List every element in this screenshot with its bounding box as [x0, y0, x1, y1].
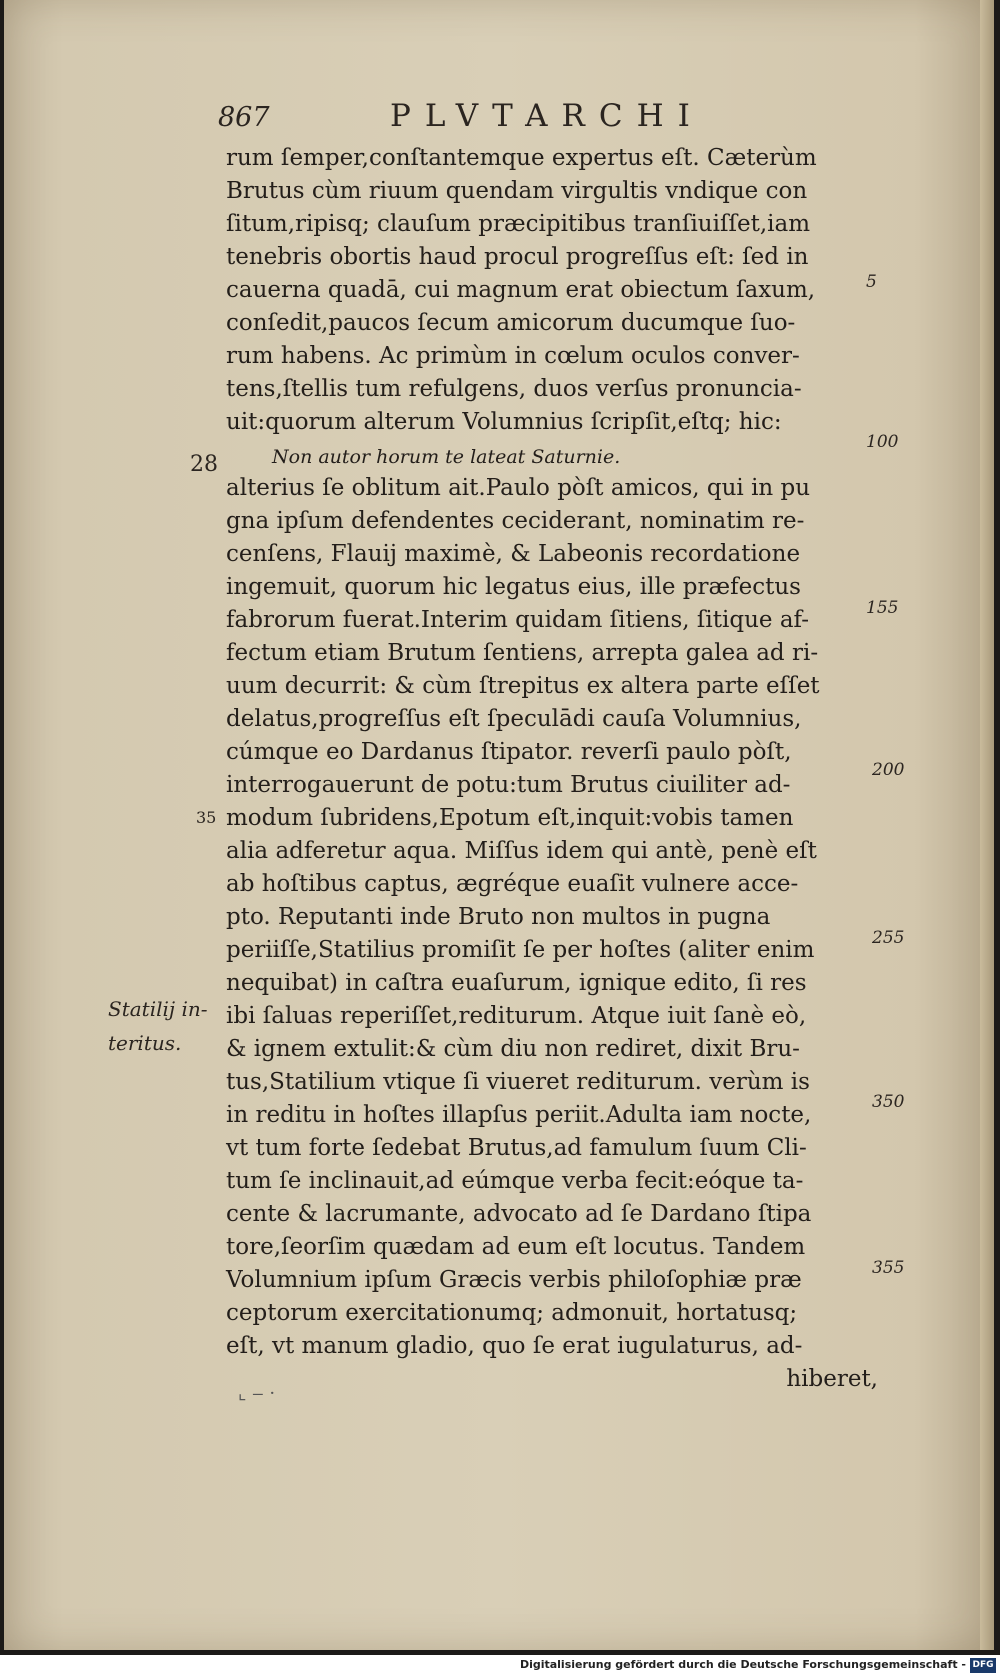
- text-line: tens,ſtellis tum refulgens, duos verſus pronuncia-: [226, 376, 802, 402]
- text-line: rum habens. Ac primùm in cœlum oculos conver-: [226, 343, 800, 369]
- text-line: gna ipſum defendentes ceciderant, nominatim re-: [226, 508, 805, 534]
- text-line: ceptorum exercitationumq; admonuit, hortatusq;: [226, 1300, 798, 1326]
- page-header: [0, 98, 1000, 138]
- text-line: cente & lacrumante, advocato ad ſe Dardano ſtipa: [226, 1201, 812, 1227]
- line-number: 100: [866, 432, 899, 452]
- text-line: uum decurrit: & cùm ſtrepitus ex altera parte eſſet: [226, 673, 820, 699]
- text-line: alia adferetur aqua. Miſſus idem qui antè, penè eſt: [226, 838, 817, 864]
- text-line: cenſens, Flauij maximè, & Labeonis recordatione: [226, 541, 801, 567]
- page-number: 867: [218, 102, 270, 133]
- verse-quotation: Non autor horum te lateat Saturnie.: [272, 446, 621, 468]
- text-line: modum ſubridens,Epotum eſt,inquit:vobis tamen: [226, 805, 794, 831]
- footer-credit: Digitalisierung gefördert durch die Deutsche Forschungsgemeinschaft -: [519, 1658, 966, 1671]
- text-line: tus,Statilium vtique ſi viueret rediturum. verùm is: [226, 1069, 810, 1095]
- left-margin-number: 28: [190, 452, 218, 477]
- text-line: Volumnium ipſum Græcis verbis philoſophiæ præ: [226, 1267, 802, 1293]
- line-number: 200: [872, 760, 905, 780]
- text-line: Brutus cùm riuum quendam virgultis vndique con: [226, 178, 808, 204]
- text-line: delatus,progreſſus eſt ſpeculādi cauſa Volumnius,: [226, 706, 802, 732]
- text-line: conſedit,paucos ſecum amicorum ducumque ſuo-: [226, 310, 796, 336]
- text-line: fabrorum fuerat.Interim quidam ſitiens, ſitique af-: [226, 607, 810, 633]
- page-edge: [980, 0, 994, 1650]
- footer-strip: [0, 1655, 1000, 1677]
- text-line: cúmque eo Dardanus ſtipator. reverſi paulo pòſt,: [226, 739, 792, 765]
- left-margin-number: 35: [196, 808, 217, 827]
- marginal-note-line: Statilij in-: [108, 997, 208, 1021]
- catchword: hiberet,: [786, 1366, 878, 1392]
- text-line: periiſſe,Statilius promiſit ſe per hoſtes (aliter enim: [226, 937, 815, 963]
- line-number: 355: [872, 1258, 905, 1278]
- line-number: 255: [872, 928, 905, 948]
- text-line: tum ſe inclinauit,ad eúmque verba fecit:eóque ta-: [226, 1168, 804, 1194]
- marginal-note: [108, 992, 207, 1060]
- line-number: 350: [872, 1092, 905, 1112]
- text-line: alterius ſe oblitum ait.Paulo pòſt amicos, qui in pu: [226, 475, 811, 501]
- text-line: cauerna quadā, cui magnum erat obiectum ſaxum,: [226, 277, 816, 303]
- line-number: 155: [866, 598, 899, 618]
- text-line: & ignem extulit:& cùm diu non rediret, dixit Bru-: [226, 1036, 800, 1062]
- text-line: eſt, vt manum gladio, quo ſe erat iugulaturus, ad-: [226, 1333, 803, 1359]
- text-line: in reditu in hoſtes illapſus periit.Adulta iam nocte,: [226, 1102, 812, 1128]
- text-line: ab hoſtibus captus, ægréque euaſit vulnere acce-: [226, 871, 799, 897]
- text-line: pto. Reputanti inde Bruto non multos in pugna: [226, 904, 771, 930]
- text-line: rum ſemper,conſtantemque expertus eſt. Cæterùm: [226, 145, 817, 171]
- text-line: nequibat) in caſtra euaſurum, ignique edito, ſi res: [226, 970, 807, 996]
- dfg-logo-icon: DFG: [970, 1658, 996, 1673]
- body-text: [226, 142, 886, 1396]
- dash-mark: ⌞ ‒ ·: [238, 1383, 276, 1404]
- running-title: PLVTARCHI: [390, 98, 704, 134]
- text-line: tore,ſeorſim quædam ad eum eſt locutus. Tandem: [226, 1234, 806, 1260]
- text-line: ingemuit, quorum hic legatus eius, ille præfectus: [226, 574, 801, 600]
- line-number: 5: [866, 272, 877, 292]
- text-line: uit:quorum alterum Volumnius ſcripſit,eſtq; hic:: [226, 409, 782, 435]
- text-line: fectum etiam Brutum ſentiens, arrepta galea ad ri-: [226, 640, 819, 666]
- text-line: vt tum forte ſedebat Brutus,ad famulum ſuum Cli-: [226, 1135, 807, 1161]
- text-line: ſitum,ripisq; clauſum præcipitibus tranſiuiſſet,iam: [226, 211, 811, 237]
- text-line: interrogauerunt de potu:tum Brutus ciuiliter ad-: [226, 772, 791, 798]
- text-line: ibi ſaluas reperiſſet,rediturum. Atque iuit ſanè eò,: [226, 1003, 807, 1029]
- text-line: tenebris obortis haud procul progreſſus eſt: ſed in: [226, 244, 809, 270]
- marginal-note-line: teritus.: [108, 1031, 182, 1055]
